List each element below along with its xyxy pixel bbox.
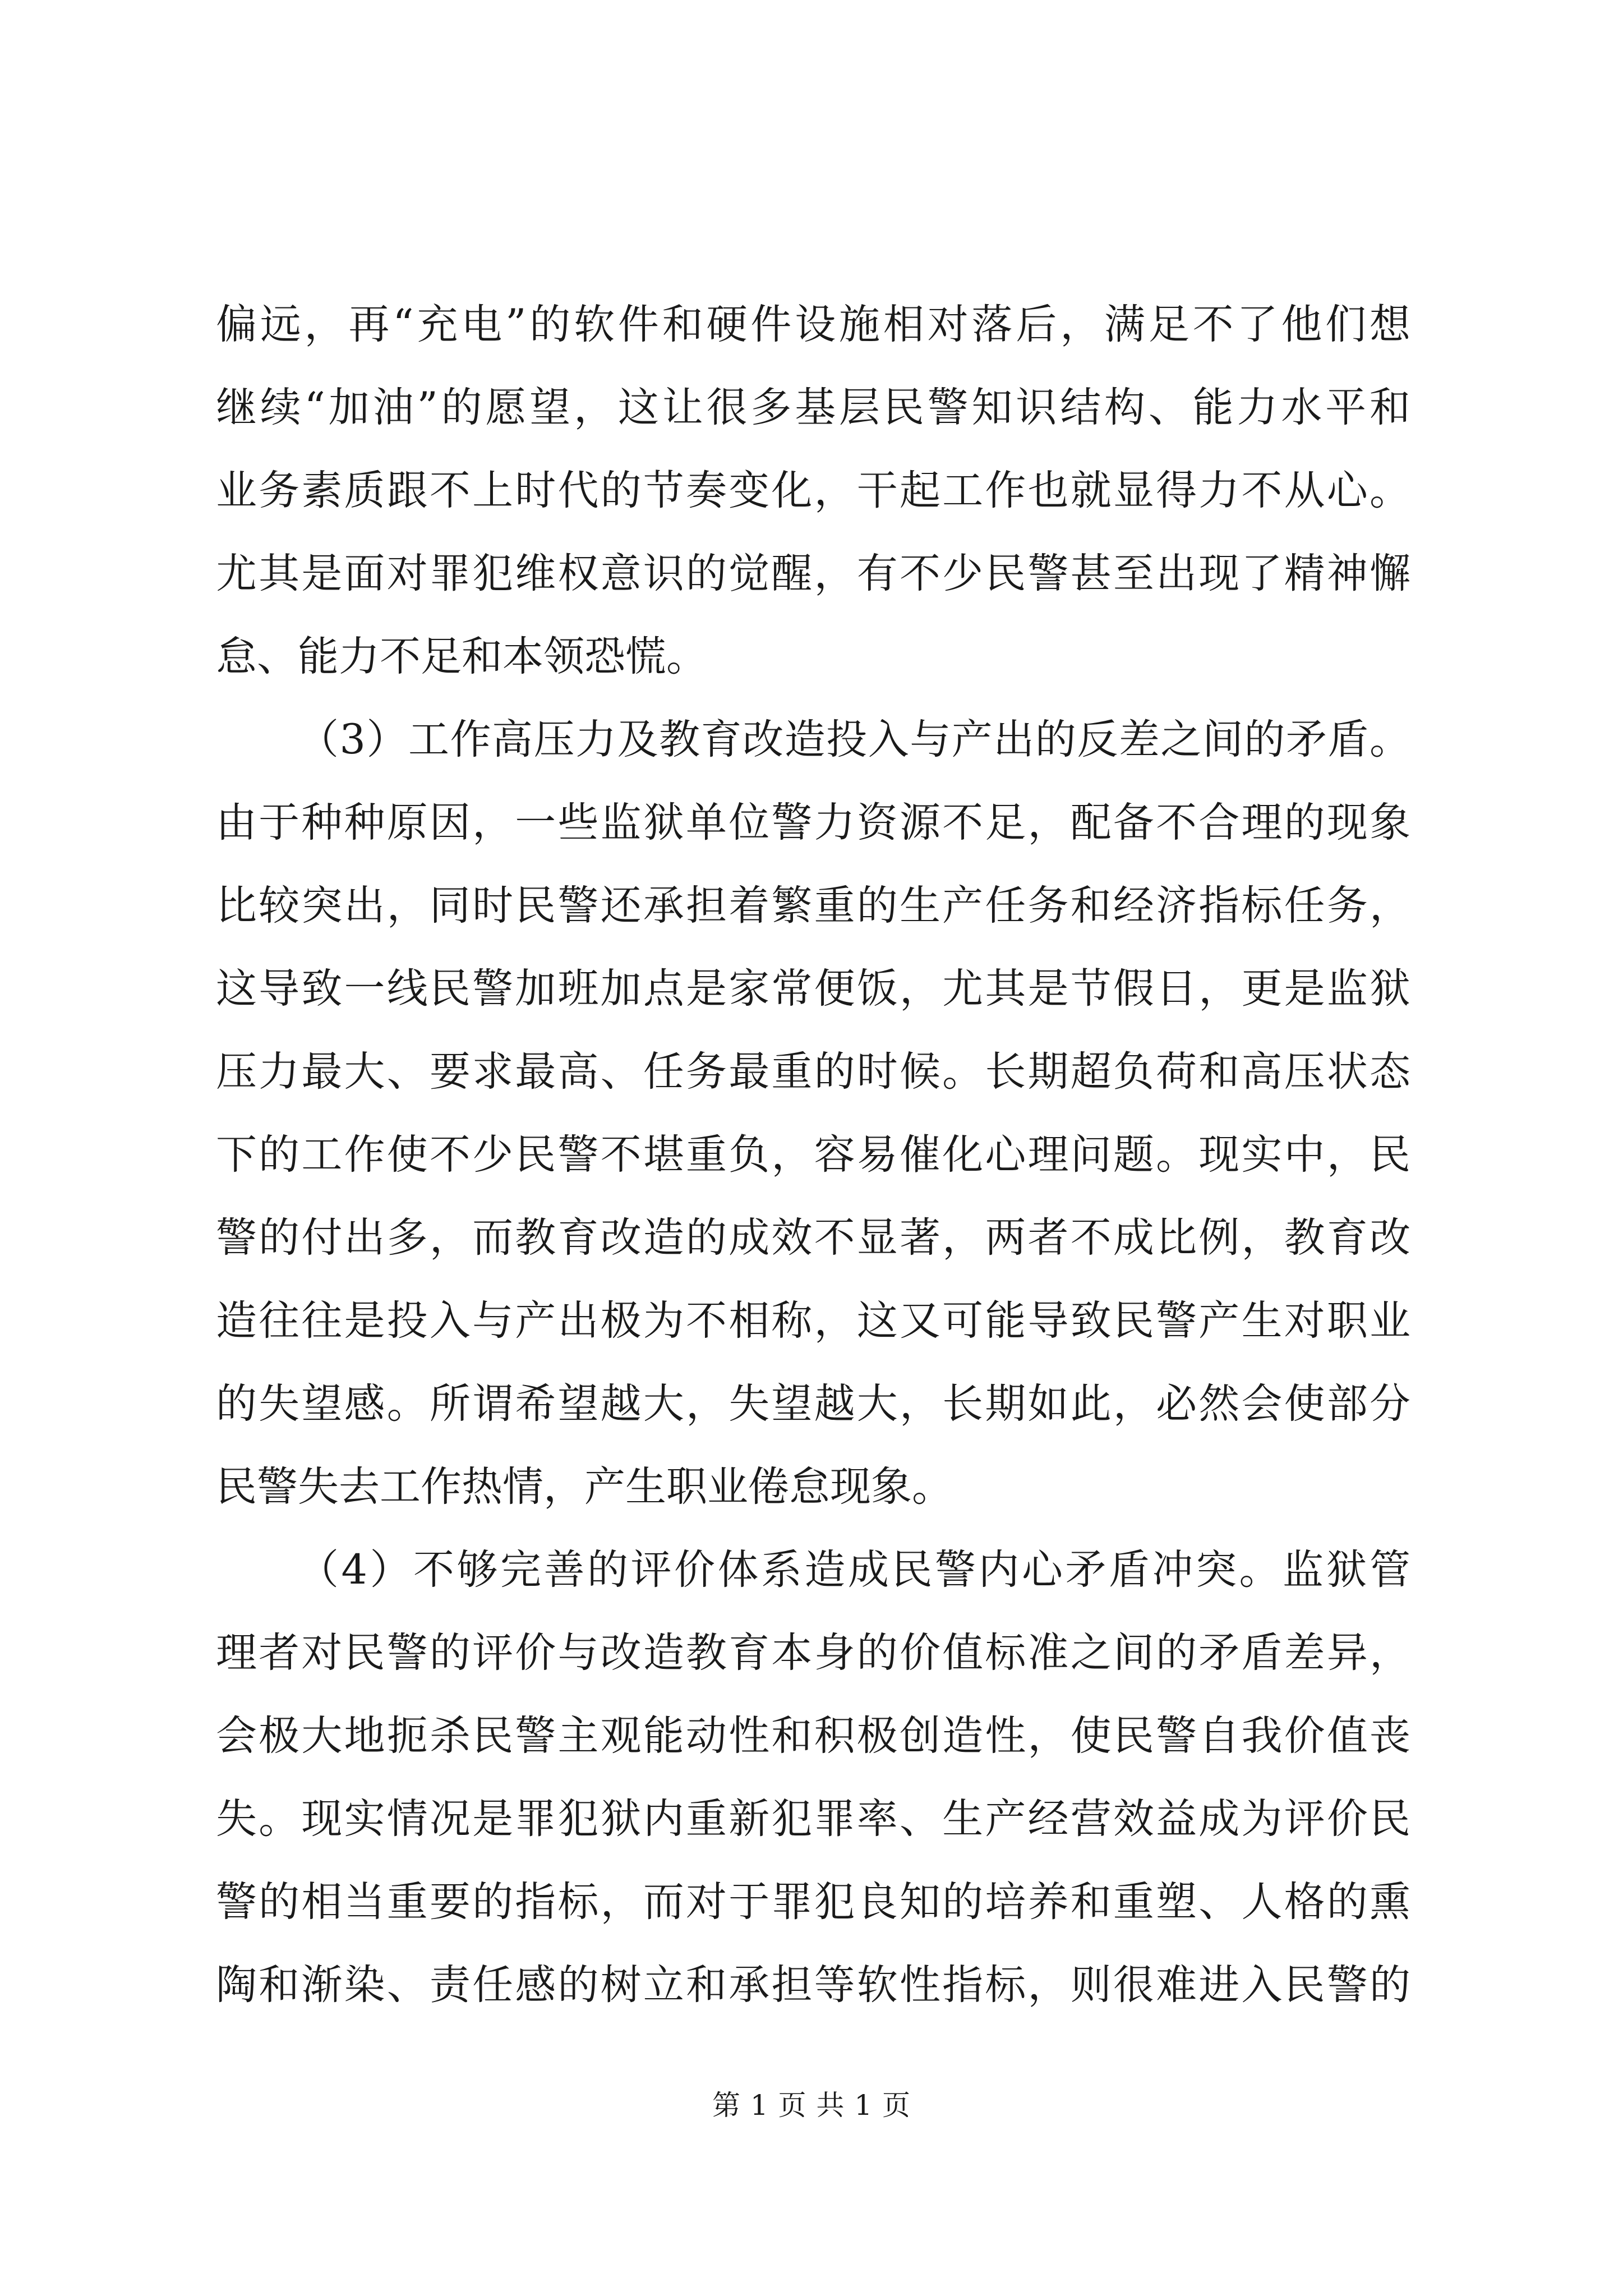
text-line: 民警失去工作热情，产生职业倦怠现象。 <box>216 1463 953 1511</box>
text-line: 压力最大、要求最高、任务最重的时候。长期超负荷和高压状态 <box>216 1048 1410 1096</box>
text-line: 下的工作使不少民警不堪重负，容易催化心理问题。现实中，民 <box>216 1131 1410 1179</box>
text-line: 警的付出多，而教育改造的成效不显著，两者不成比例，教育改 <box>216 1214 1410 1262</box>
text-line: 造往往是投入与产出极为不相称，这又可能导致民警产生对职业 <box>216 1297 1410 1345</box>
body-text <box>216 283 1410 2027</box>
page-number-footer: 第 1 页 共 1 页 <box>712 2089 911 2122</box>
text-line: 理者对民警的评价与改造教育本身的价值标准之间的矛盾差异， <box>216 1629 1410 1677</box>
text-line: 比较突出，同时民警还承担着繁重的生产任务和经济指标任务， <box>216 882 1410 930</box>
text-line: 怠、能力不足和本领恐慌。 <box>216 633 707 680</box>
text-line: 业务素质跟不上时代的节奏变化，干起工作也就显得力不从心。 <box>216 467 1410 514</box>
text-line: 失。现实情况是罪犯狱内重新犯罪率、生产经营效益成为评价民 <box>216 1795 1410 1843</box>
text-line: 陶和渐染、责任感的树立和承担等软性指标，则很难进入民警的 <box>216 1961 1410 2009</box>
text-line: 的失望感。所谓希望越大，失望越大，长期如此，必然会使部分 <box>216 1380 1410 1428</box>
text-line: 继续“加油”的愿望，这让很多基层民警知识结构、能力水平和 <box>216 384 1410 431</box>
text-line: 偏远，再“充电”的软件和硬件设施相对落后，满足不了他们想 <box>216 301 1410 348</box>
text-line: 会极大地扼杀民警主观能动性和积极创造性，使民警自我价值丧 <box>216 1712 1410 1760</box>
paragraph-heading-4: （4）不够完善的评价体系造成民警内心矛盾冲突。监狱管 <box>298 1546 1410 1594</box>
paragraph-heading-3: （3）工作高压力及教育改造投入与产出的反差之间的矛盾。 <box>298 716 1410 763</box>
text-line: 这导致一线民警加班加点是家常便饭，尤其是节假日，更是监狱 <box>216 965 1410 1013</box>
text-line: 尤其是面对罪犯维权意识的觉醒，有不少民警甚至出现了精神懈 <box>216 550 1410 597</box>
text-line: 由于种种原因，一些监狱单位警力资源不足，配备不合理的现象 <box>216 799 1410 846</box>
text-line: 警的相当重要的指标，而对于罪犯良知的培养和重塑、人格的熏 <box>216 1878 1410 1926</box>
